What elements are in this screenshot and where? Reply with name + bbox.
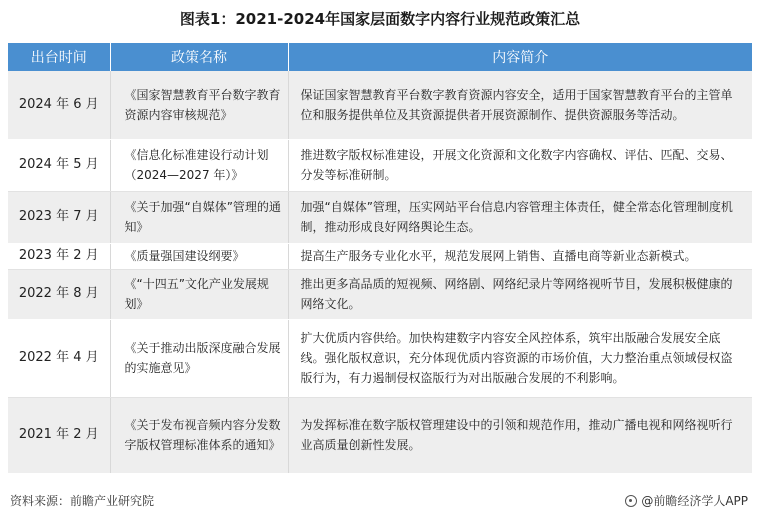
cell-description: 为发挥标准在数字版权管理建设中的引领和规范作用，推动广播电视和网络视听行业高质量创新性发展。 <box>288 397 752 473</box>
table-row <box>8 319 752 397</box>
cell-description: 保证国家智慧教育平台数字教育资源内容安全，适用于国家智慧教育平台的主管单位和服务提供单位及其资源提供者开展资源制作、提供资源服务等活动。 <box>288 71 752 139</box>
source-note: 资料来源：前瞻产业研究院 <box>10 494 155 508</box>
brand-logo-icon <box>625 495 637 507</box>
cell-policy-name: 《信息化标准建设行动计划（2024—2027 年）》 <box>110 139 288 191</box>
brand-credit-text: @前瞻经济学人APP <box>641 494 748 508</box>
cell-policy-name: 《国家智慧教育平台数字教育资源内容审核规范》 <box>110 71 288 139</box>
cell-policy-name: 《关于加强“自媒体”管理的通知》 <box>110 191 288 243</box>
cell-date: 2022 年 4 月 <box>8 319 110 397</box>
cell-policy-name: 《关于发布视音频内容分发数字版权管理标准体系的通知》 <box>110 397 288 473</box>
cell-policy-name: 《关于推动出版深度融合发展的实施意见》 <box>110 319 288 397</box>
cell-description: 推出更多高品质的短视频、网络剧、网络纪录片等网络视听节目，发展积极健康的网络文化。 <box>288 269 752 319</box>
table-row <box>8 269 752 319</box>
column-header-description: 内容简介 <box>288 43 752 71</box>
cell-description: 加强“自媒体”管理，压实网站平台信息内容管理主体责任，健全常态化管理制度机制，推动形成良好网络舆论生态。 <box>288 191 752 243</box>
table-row <box>8 139 752 191</box>
cell-description: 扩大优质内容供给。加快构建数字内容安全风控体系，筑牢出版融合发展安全底线。强化版权意识，充分体现优质内容资源的市场价值，大力整治重点领域侵权盗版行为，有力遏制侵权盗版行为对出版融合发展的不利影响。 <box>288 319 752 397</box>
cell-date: 2021 年 2 月 <box>8 397 110 473</box>
table-row <box>8 397 752 473</box>
cell-date: 2022 年 8 月 <box>8 269 110 319</box>
figure-title: 图表1：2021-2024年国家层面数字内容行业规范政策汇总 <box>179 10 581 28</box>
table-row <box>8 243 752 269</box>
cell-policy-name: 《“十四五”文化产业发展规划》 <box>110 269 288 319</box>
cell-date: 2023 年 2 月 <box>8 243 110 269</box>
brand-credit <box>625 492 748 509</box>
policy-table <box>8 43 752 474</box>
cell-date: 2024 年 6 月 <box>8 71 110 139</box>
table-row <box>8 191 752 243</box>
table-header-row <box>8 43 752 71</box>
table-row <box>8 71 752 139</box>
cell-date: 2024 年 5 月 <box>8 139 110 191</box>
cell-description: 提高生产服务专业化水平，规范发展网上销售、直播电商等新业态新模式。 <box>288 243 752 269</box>
column-header-date: 出台时间 <box>8 43 110 71</box>
cell-description: 推进数字版权标准建设，开展文化资源和文化数字内容确权、评估、匹配、交易、分发等标准研制。 <box>288 139 752 191</box>
cell-date: 2023 年 7 月 <box>8 191 110 243</box>
cell-policy-name: 《质量强国建设纲要》 <box>110 243 288 269</box>
column-header-policy-name: 政策名称 <box>110 43 288 71</box>
